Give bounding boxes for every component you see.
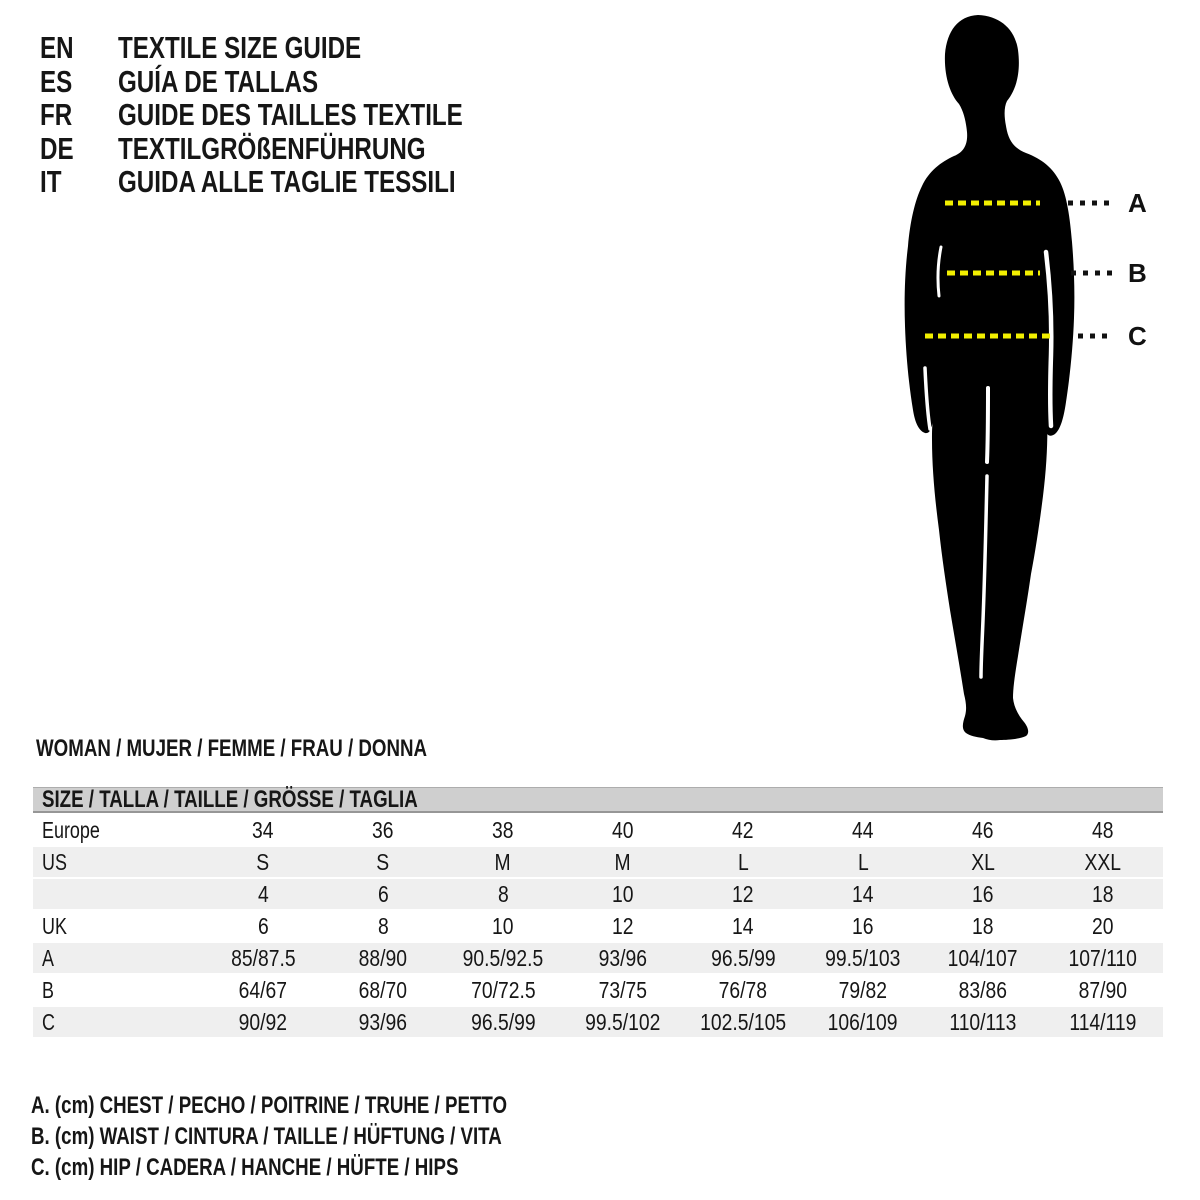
size-value-cell: 73/75 bbox=[598, 976, 648, 1003]
size-value-cell: S bbox=[376, 848, 390, 875]
size-value-cell: 83/86 bbox=[958, 976, 1008, 1003]
size-value-cell: 4 bbox=[257, 880, 269, 907]
size-value-cell: 44 bbox=[852, 816, 874, 843]
size-value-cell: XXL bbox=[1084, 848, 1122, 875]
size-value-cell: M bbox=[614, 848, 632, 875]
language-row bbox=[40, 31, 560, 65]
size-value-cell: S bbox=[256, 848, 270, 875]
size-value-cell: 6 bbox=[377, 880, 389, 907]
size-value-cell: 18 bbox=[1092, 880, 1114, 907]
table-row bbox=[33, 847, 1163, 877]
measure-label-b: B bbox=[1128, 258, 1147, 288]
size-value-cell: 34 bbox=[252, 816, 274, 843]
size-value-cell: 96.5/99 bbox=[470, 1008, 536, 1035]
size-value-cell: 110/113 bbox=[949, 1008, 1017, 1035]
size-value-cell: 87/90 bbox=[1078, 976, 1128, 1003]
size-value-cell: 85/87.5 bbox=[230, 944, 296, 971]
size-value-cell: 107/110 bbox=[1068, 944, 1138, 971]
size-value-cell: 90.5/92.5 bbox=[462, 944, 544, 971]
row-label-cell: A bbox=[42, 944, 54, 971]
table-row bbox=[33, 943, 1163, 973]
size-table-rows bbox=[33, 815, 1163, 1037]
legend-line-hip: C. (cm) HIP / CADERA / HANCHE / HÜFTE / HIPS bbox=[31, 1154, 459, 1181]
size-value-cell: 16 bbox=[852, 912, 874, 939]
size-value-cell: L bbox=[737, 848, 749, 875]
size-value-cell: 12 bbox=[612, 912, 634, 939]
size-value-cell: L bbox=[857, 848, 869, 875]
language-row bbox=[40, 65, 560, 99]
row-label-cell: B bbox=[42, 976, 54, 1003]
size-value-cell: 114/119 bbox=[1069, 1008, 1137, 1035]
size-table-header: SIZE / TALLA / TAILLE / GRÖSSE / TAGLIA bbox=[33, 787, 1163, 813]
size-value-cell: 102.5/105 bbox=[700, 1008, 786, 1035]
size-value-cell: 10 bbox=[612, 880, 634, 907]
measure-label-a: A bbox=[1128, 188, 1147, 218]
size-value-cell: 36 bbox=[372, 816, 394, 843]
size-value-cell: 68/70 bbox=[358, 976, 408, 1003]
size-value-cell: 38 bbox=[492, 816, 514, 843]
row-label-cell: UK bbox=[42, 912, 67, 939]
language-row bbox=[40, 98, 560, 132]
size-value-cell: 20 bbox=[1092, 912, 1114, 939]
size-value-cell: 93/96 bbox=[358, 1008, 408, 1035]
woman-silhouette-figure bbox=[880, 0, 1200, 760]
size-value-cell: 70/72.5 bbox=[470, 976, 536, 1003]
language-row bbox=[40, 165, 560, 199]
size-value-cell: 96.5/99 bbox=[710, 944, 776, 971]
language-code: FR bbox=[40, 97, 73, 132]
size-value-cell: 99.5/102 bbox=[585, 1008, 661, 1035]
language-code: DE bbox=[40, 130, 74, 166]
size-value-cell: 14 bbox=[852, 880, 874, 907]
language-title-list bbox=[40, 31, 560, 199]
table-row bbox=[33, 815, 1163, 845]
language-title: GUIDE DES TAILLES TEXTILE bbox=[118, 97, 463, 132]
size-value-cell: 88/90 bbox=[358, 944, 408, 971]
size-value-cell: 6 bbox=[257, 912, 269, 939]
measure-label-c: C bbox=[1128, 321, 1147, 351]
size-value-cell: 8 bbox=[497, 880, 509, 907]
size-value-cell: 10 bbox=[492, 912, 514, 939]
size-value-cell: 18 bbox=[972, 912, 994, 939]
row-label-cell: C bbox=[42, 1008, 55, 1035]
size-value-cell: 90/92 bbox=[238, 1008, 288, 1035]
size-value-cell: M bbox=[494, 848, 512, 875]
size-value-cell: 93/96 bbox=[598, 944, 648, 971]
size-value-cell: 14 bbox=[732, 912, 754, 939]
size-value-cell: 106/109 bbox=[828, 1008, 898, 1035]
size-value-cell: 42 bbox=[732, 816, 754, 843]
section-title-woman: WOMAN / MUJER / FEMME / FRAU / DONNA bbox=[36, 735, 428, 762]
table-row bbox=[33, 911, 1163, 941]
legend-line-chest: A. (cm) CHEST / PECHO / POITRINE / TRUHE / PETTO bbox=[31, 1092, 508, 1119]
size-value-cell: 12 bbox=[732, 880, 754, 907]
size-value-cell: 104/107 bbox=[948, 944, 1018, 971]
size-value-cell: 79/82 bbox=[838, 976, 888, 1003]
measurement-legend bbox=[31, 1090, 641, 1183]
language-title: TEXTILE SIZE GUIDE bbox=[118, 30, 362, 65]
row-label-cell: Europe bbox=[42, 816, 100, 843]
leg-gap-upper bbox=[987, 388, 988, 462]
language-row bbox=[40, 132, 560, 166]
size-value-cell: XL bbox=[971, 848, 995, 875]
size-value-cell: 16 bbox=[972, 880, 994, 907]
language-code: IT bbox=[40, 164, 62, 199]
row-label-cell: US bbox=[42, 848, 67, 875]
language-title: TEXTILGRÖßENFÜHRUNG bbox=[118, 130, 426, 166]
legend-line-waist: B. (cm) WAIST / CINTURA / TAILLE / HÜFTUNG / VITA bbox=[31, 1123, 502, 1150]
language-title: GUÍA DE TALLAS bbox=[118, 63, 319, 99]
size-value-cell: 99.5/103 bbox=[825, 944, 901, 971]
size-value-cell: 46 bbox=[972, 816, 994, 843]
row-label-cell bbox=[33, 881, 203, 908]
size-value-cell: 40 bbox=[612, 816, 634, 843]
size-value-cell: 76/78 bbox=[718, 976, 768, 1003]
size-table bbox=[33, 787, 1163, 1039]
language-code: ES bbox=[40, 63, 73, 99]
language-code: EN bbox=[40, 30, 74, 65]
size-value-cell: 64/67 bbox=[238, 976, 288, 1003]
table-row bbox=[33, 1007, 1163, 1037]
table-row bbox=[33, 879, 1163, 909]
size-value-cell: 8 bbox=[377, 912, 389, 939]
size-value-cell: 48 bbox=[1092, 816, 1114, 843]
language-title: GUIDA ALLE TAGLIE TESSILI bbox=[118, 164, 456, 199]
table-row bbox=[33, 975, 1163, 1005]
